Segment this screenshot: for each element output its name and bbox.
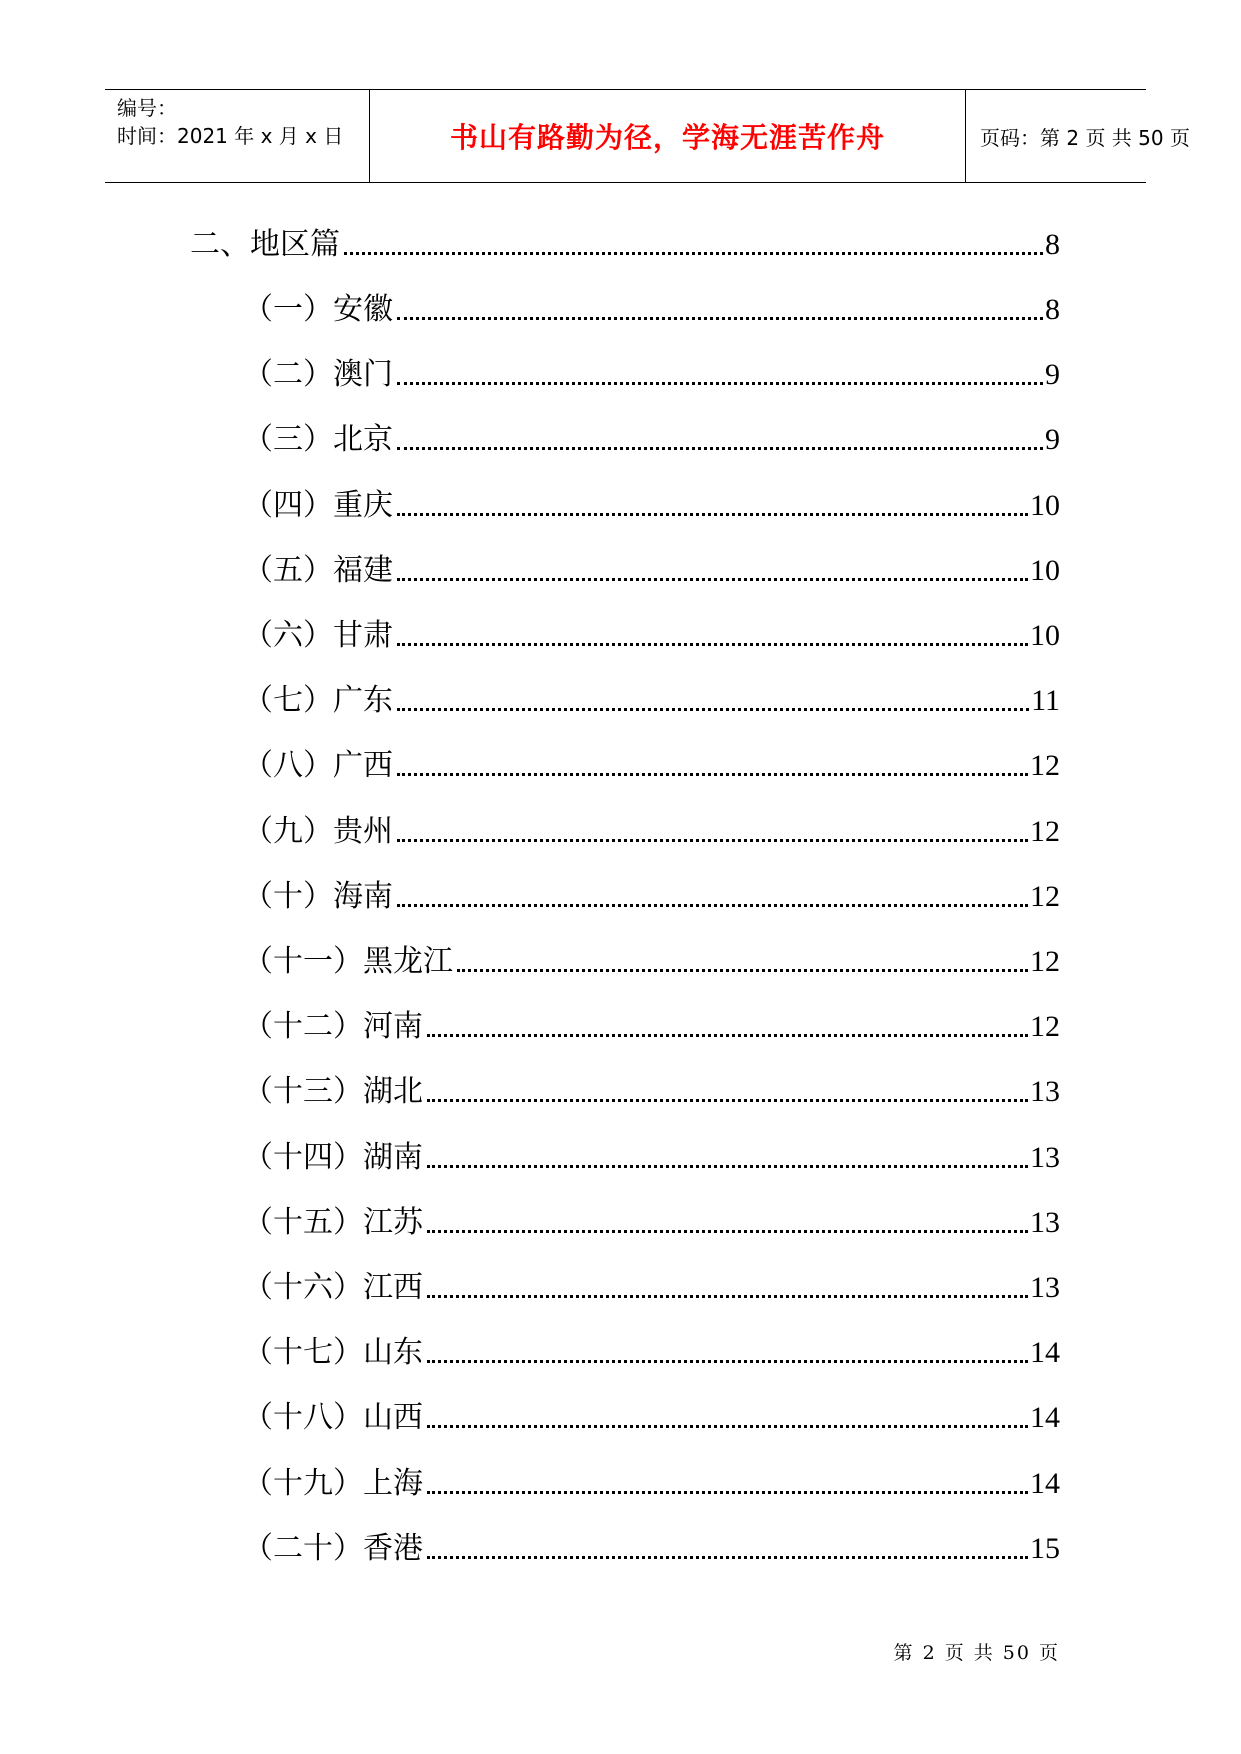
toc-leader-dots <box>457 969 1028 972</box>
toc-page-number: 14 <box>1030 1401 1060 1434</box>
toc-page-number: 12 <box>1030 945 1060 978</box>
toc-entry-label: （十二）河南 <box>243 1009 423 1044</box>
toc-leader-dots <box>397 904 1028 907</box>
toc-leader-dots <box>397 382 1043 385</box>
toc-entry-row[interactable] <box>243 746 1060 786</box>
toc-entry-row[interactable] <box>243 1398 1060 1438</box>
toc-entry-label: （四）重庆 <box>243 488 393 523</box>
toc-entry-label: （三）北京 <box>243 422 393 457</box>
toc-entry-row[interactable] <box>243 681 1060 721</box>
toc-entry-row[interactable] <box>243 1529 1060 1569</box>
toc-entry-label: （十六）江西 <box>243 1270 423 1305</box>
toc-leader-dots <box>397 317 1043 320</box>
toc-page-number: 8 <box>1045 293 1060 326</box>
toc-page-number: 12 <box>1030 1010 1060 1043</box>
toc-entry-label: （七）广东 <box>243 683 393 718</box>
toc-entry-label: （十九）上海 <box>243 1466 423 1501</box>
toc-leader-dots <box>427 1099 1028 1102</box>
toc-page-number: 8 <box>1045 228 1060 261</box>
toc-entry-label: （六）甘肃 <box>243 618 393 653</box>
toc-page-number: 15 <box>1030 1532 1060 1565</box>
toc-leader-dots <box>427 1295 1028 1298</box>
toc-entry-row[interactable] <box>243 1138 1060 1178</box>
toc-page-number: 13 <box>1030 1206 1060 1239</box>
toc-section-label: 二、地区篇 <box>190 227 340 262</box>
header-page-code: 页码：第 2 页 共 50 页 <box>980 125 1190 150</box>
toc-leader-dots <box>427 1556 1028 1559</box>
toc-entry-label: （二十）香港 <box>243 1531 423 1566</box>
toc-entry-label: （五）福建 <box>243 553 393 588</box>
toc-section-row[interactable] <box>190 225 1060 265</box>
toc-page-number: 10 <box>1030 554 1060 587</box>
toc-leader-dots <box>397 578 1028 581</box>
toc-entry-row[interactable] <box>243 290 1060 330</box>
page-footer: 第 2 页 共 50 页 <box>893 1642 1060 1664</box>
toc-page-number: 13 <box>1030 1075 1060 1108</box>
toc-entry-label: （二）澳门 <box>243 357 393 392</box>
toc-entry-row[interactable] <box>243 1268 1060 1308</box>
toc-entry-row[interactable] <box>243 877 1060 917</box>
toc-entry-row[interactable] <box>243 355 1060 395</box>
toc-leader-dots <box>427 1034 1028 1037</box>
toc-entry-label: （八）广西 <box>243 748 393 783</box>
toc-leader-dots <box>397 839 1028 842</box>
toc-page-number: 13 <box>1030 1141 1060 1174</box>
toc-leader-dots <box>427 1491 1028 1494</box>
toc-leader-dots <box>397 513 1028 516</box>
toc-page-number: 13 <box>1030 1271 1060 1304</box>
toc-page-number: 11 <box>1031 684 1060 717</box>
toc-page-number: 9 <box>1045 423 1060 456</box>
toc-leader-dots <box>344 252 1043 255</box>
toc-entry-label: （一）安徽 <box>243 292 393 327</box>
toc-leader-dots <box>397 447 1043 450</box>
toc-entry-label: （十五）江苏 <box>243 1205 423 1240</box>
toc-entry-row[interactable] <box>243 812 1060 852</box>
document-time-label: 时间：2021 年 x 月 x 日 <box>117 124 344 148</box>
toc-page-number: 14 <box>1030 1467 1060 1500</box>
toc-entry-label: （十七）山东 <box>243 1335 423 1370</box>
toc-entry-row[interactable] <box>243 1072 1060 1112</box>
toc-entry-row[interactable] <box>243 551 1060 591</box>
toc-leader-dots <box>427 1165 1028 1168</box>
toc-entry-row[interactable] <box>243 1203 1060 1243</box>
toc-leader-dots <box>427 1360 1028 1363</box>
page-header <box>105 89 1190 183</box>
toc-entry-row[interactable] <box>243 616 1060 656</box>
toc-page-number: 14 <box>1030 1336 1060 1369</box>
toc-entry-label: （十八）山西 <box>243 1400 423 1435</box>
toc-entry-label: （十三）湖北 <box>243 1074 423 1109</box>
toc-entry-row[interactable] <box>243 486 1060 526</box>
toc-entry-row[interactable] <box>243 420 1060 460</box>
toc-leader-dots <box>397 708 1029 711</box>
toc-entry-label: （十一）黑龙江 <box>243 944 453 979</box>
header-meta-cell <box>105 90 370 182</box>
toc-leader-dots <box>397 643 1028 646</box>
toc-entry-row[interactable] <box>243 1007 1060 1047</box>
toc-entry-label: （十四）湖南 <box>243 1140 423 1175</box>
toc-entry-row[interactable] <box>243 942 1060 982</box>
toc-entry-row[interactable] <box>243 1333 1060 1373</box>
toc-page-number: 9 <box>1045 358 1060 391</box>
toc-page-number: 12 <box>1030 880 1060 913</box>
toc-entry-label: （九）贵州 <box>243 814 393 849</box>
toc-leader-dots <box>427 1425 1028 1428</box>
document-number-label: 编号： <box>117 96 177 120</box>
toc-page-number: 10 <box>1030 619 1060 652</box>
toc-leader-dots <box>427 1230 1028 1233</box>
header-motto: 书山有路勤为径，学海无涯苦作舟 <box>449 121 885 154</box>
toc-entry-row[interactable] <box>243 1464 1060 1504</box>
toc-page-number: 12 <box>1030 815 1060 848</box>
toc-page-number: 10 <box>1030 489 1060 522</box>
toc-leader-dots <box>397 773 1028 776</box>
header-motto-cell <box>370 90 966 182</box>
toc-page-number: 12 <box>1030 749 1060 782</box>
toc-entry-label: （十）海南 <box>243 879 393 914</box>
